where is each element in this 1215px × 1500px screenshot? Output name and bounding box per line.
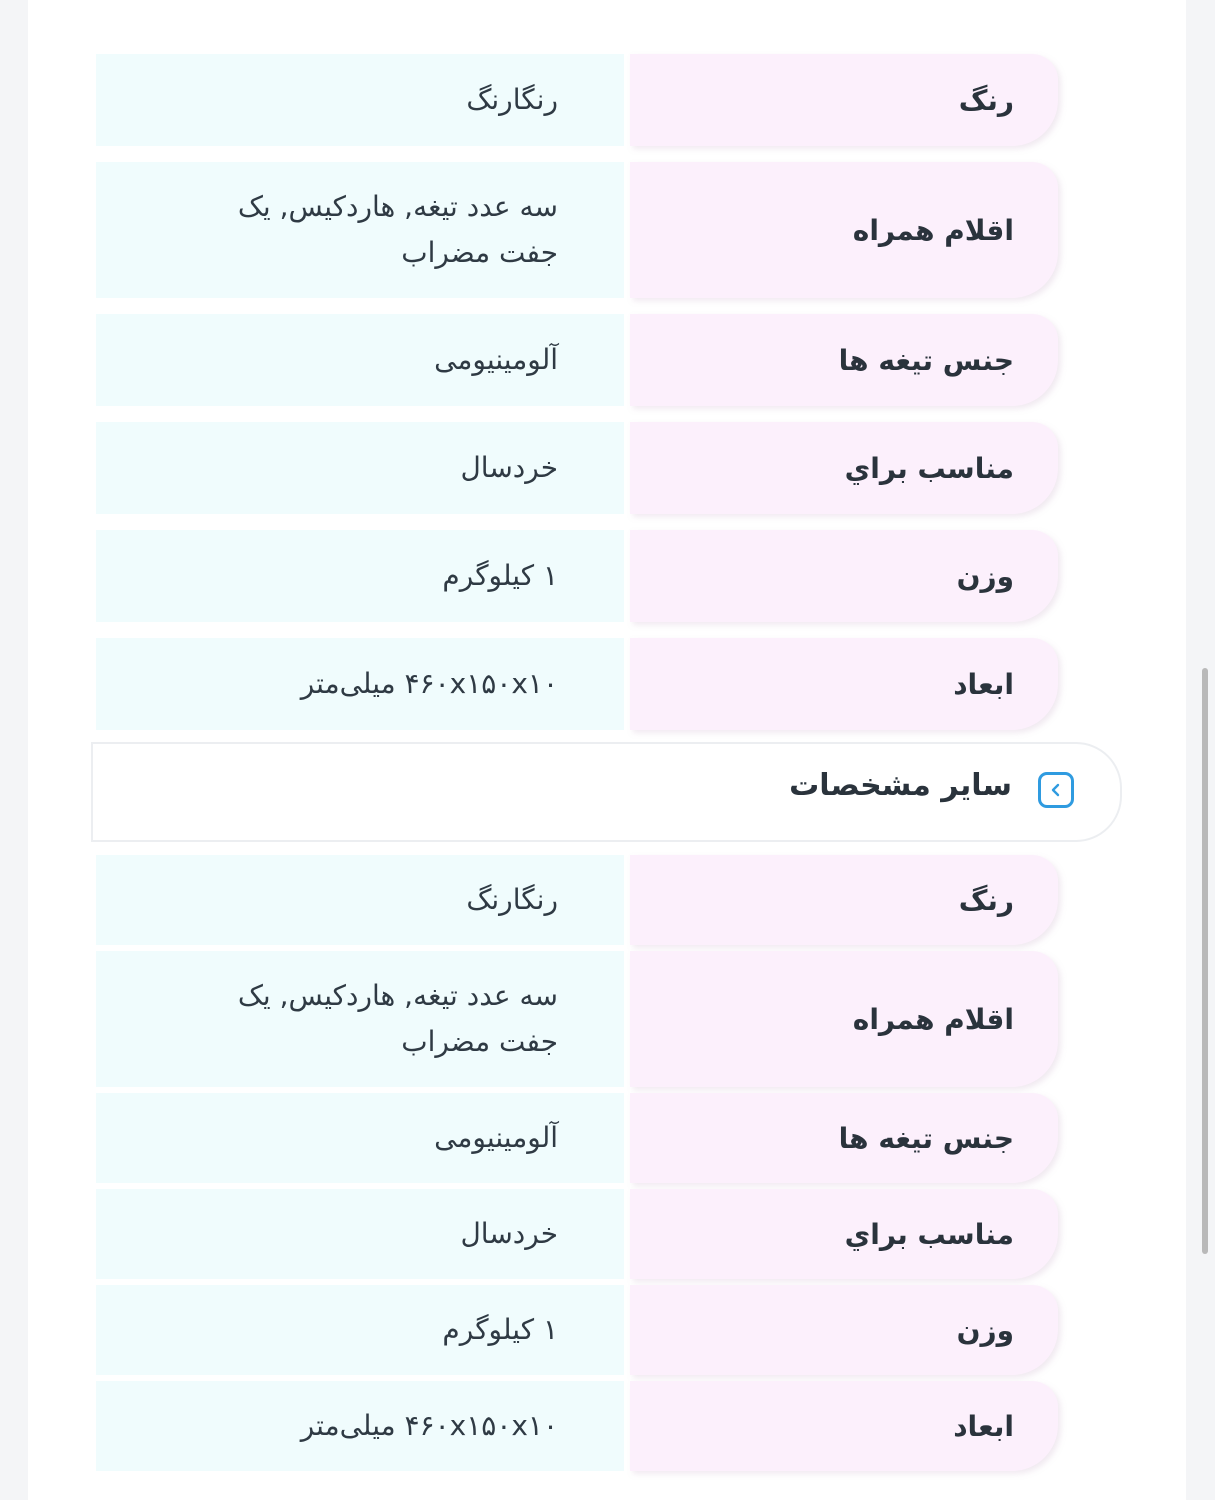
spec-value-cell	[96, 1381, 624, 1471]
spec-value-cell	[96, 1189, 624, 1279]
spec-key-cell	[630, 54, 1058, 146]
spec-row	[96, 162, 1058, 298]
spec-key-cell	[630, 951, 1058, 1087]
spec-key: رنگ	[958, 83, 1014, 117]
spec-value-cell	[96, 54, 624, 146]
spec-value-cell	[96, 422, 624, 514]
spec-value: آلومینیومی	[434, 1121, 558, 1154]
spec-row	[96, 422, 1058, 514]
spec-table-top	[96, 54, 1058, 746]
spec-value: ۱ کیلوگرم	[442, 559, 558, 592]
spec-key: جنس تیغه ها	[838, 1121, 1014, 1155]
spec-row	[96, 530, 1058, 622]
spec-key: مناسب براي	[844, 1217, 1014, 1251]
spec-value: ۴۶۰x۱۵۰x۱۰ میلی‌متر	[300, 1409, 558, 1442]
spec-value: رنگارنگ	[466, 883, 558, 916]
spec-value-cell	[96, 855, 624, 945]
section-title: سایر مشخصات	[789, 768, 1012, 803]
spec-key-cell	[630, 530, 1058, 622]
spec-key: وزن	[956, 559, 1014, 593]
spec-value: سه عدد تیغه, هاردکیس, یک جفت مضراب	[237, 979, 558, 1058]
spec-value-cell	[96, 638, 624, 730]
spec-row	[96, 314, 1058, 406]
spec-value: آلومینیومی	[434, 343, 558, 376]
spec-key: اقلام همراه	[852, 1002, 1014, 1036]
spec-row	[96, 855, 1058, 945]
spec-key: ابعاد	[953, 667, 1014, 701]
spec-key: اقلام همراه	[852, 213, 1014, 247]
spec-key-cell	[630, 1381, 1058, 1471]
spec-key: مناسب براي	[844, 451, 1014, 485]
spec-value: ۴۶۰x۱۵۰x۱۰ میلی‌متر	[300, 667, 558, 700]
spec-value: خردسال	[460, 1217, 558, 1250]
spec-row	[96, 1285, 1058, 1375]
spec-value-cell	[96, 951, 624, 1087]
spec-key-cell	[630, 1189, 1058, 1279]
spec-value-cell	[96, 1285, 624, 1375]
spec-key: ابعاد	[953, 1409, 1014, 1443]
spec-row	[96, 54, 1058, 146]
spec-key: جنس تیغه ها	[838, 343, 1014, 377]
spec-value-cell	[96, 1093, 624, 1183]
spec-value-cell	[96, 314, 624, 406]
spec-value-cell	[96, 530, 624, 622]
spec-key-cell	[630, 1285, 1058, 1375]
spec-key: رنگ	[958, 883, 1014, 917]
spec-key-cell	[630, 422, 1058, 514]
spec-row	[96, 638, 1058, 730]
spec-key-cell	[630, 638, 1058, 730]
spec-key: وزن	[956, 1313, 1014, 1347]
other-specs-header[interactable]	[91, 742, 1122, 842]
spec-value-cell	[96, 162, 624, 298]
spec-key-cell	[630, 855, 1058, 945]
spec-value: ۱ کیلوگرم	[442, 1313, 558, 1346]
vertical-scrollbar[interactable]	[1202, 668, 1208, 1254]
spec-row	[96, 1093, 1058, 1183]
spec-row	[96, 1189, 1058, 1279]
spec-key-cell	[630, 1093, 1058, 1183]
spec-row	[96, 1381, 1058, 1471]
spec-value: خردسال	[460, 451, 558, 484]
spec-row	[96, 951, 1058, 1087]
spec-key-cell	[630, 162, 1058, 298]
chevron-left-glyph	[1048, 782, 1064, 798]
chevron-left-icon[interactable]	[1038, 772, 1074, 808]
spec-value: رنگارنگ	[466, 83, 558, 116]
spec-table-bottom	[96, 855, 1058, 1477]
spec-value: سه عدد تیغه, هاردکیس, یک جفت مضراب	[237, 190, 558, 269]
spec-key-cell	[630, 314, 1058, 406]
